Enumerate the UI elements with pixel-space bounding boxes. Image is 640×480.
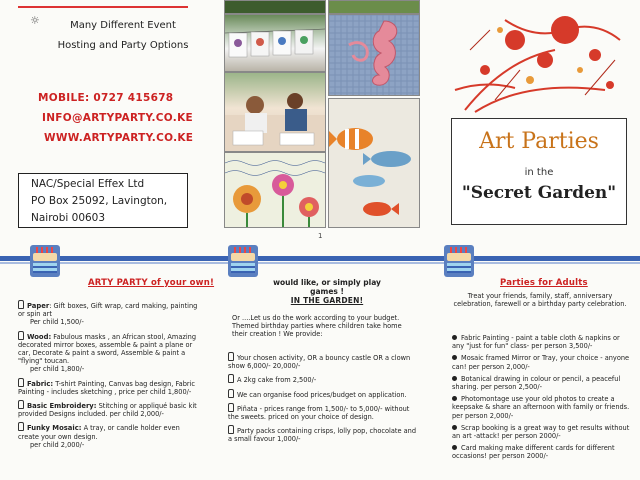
bullet-dot-icon [452, 376, 457, 381]
brush-icon [228, 374, 234, 383]
column2-pre-heading: would like, or simply play [273, 278, 381, 287]
list-item: Party packs containing crisps, lolly pop, chocolate and a small favour 1,000/- [228, 427, 417, 444]
address-box [18, 173, 188, 228]
list-item: Card making make different cards for different occasions! per person 2000/- [452, 444, 615, 461]
list-item: Botanical drawing in colour or pencil, a peaceful sharing. per person 2,500/- [452, 374, 621, 392]
sun-icon: ☼ [30, 14, 40, 27]
brush-icon [18, 422, 24, 431]
list-item: Fabric Painting - paint a table cloth & napkins or any "just for fun" class- per person 3,500/- [452, 334, 620, 351]
events-text [48, 16, 198, 56]
list-item: Piñata - prices range from 1,500/- to 5,000/- without the sweets. priced on your choice of design. [228, 404, 410, 422]
list-item: Wood: Fabulous masks , an African stool, Amazing decorated mirror boxes, assemble & paint a plane or car, Decorate & paint a sword, Assemble & paint a "flying" toucan. per child 1,800/- [18, 332, 197, 374]
column2-intro: Or ....Let us do the work according to your budget. Themed birthday parties where children take home their creation ! We provide: [232, 314, 402, 339]
address-line-1: NAC/Special Effex Ltd [31, 178, 145, 190]
grass-photo-top [328, 0, 420, 14]
column2-pre-heading-2: games ! [310, 287, 344, 296]
top-red-strip [18, 0, 188, 8]
flowers-illustration [225, 153, 325, 227]
brush-icon [18, 300, 24, 309]
column2-list [228, 352, 420, 444]
title-art-parties: Art Parties [479, 129, 599, 154]
bullet-dot-icon [452, 445, 457, 450]
events-line-1: Many Different Event [70, 20, 176, 31]
bullet-dot-icon [452, 396, 457, 401]
tshirts-photo [224, 14, 326, 72]
column1-heading: ARTY PARTY of your own! [88, 278, 215, 288]
column2-heading: IN THE GARDEN! [290, 296, 364, 305]
kids-painting-photo [224, 72, 326, 152]
fish-painting-photo [328, 98, 420, 228]
list-item: Mosaic framed Mirror or Tray, your choice - anyone can! per person 2,000/- [452, 354, 630, 371]
title-in-the: in the [524, 167, 554, 178]
brush-icon [18, 331, 24, 340]
list-item: Scrap booking is a great way to get results without an art -attack! per person 2000/- [452, 423, 630, 441]
column3-intro: Treat your friends, family, staff, anniversary celebration, farewell or a birthday party celebration. [453, 292, 627, 309]
tshirts-illustration [225, 15, 325, 71]
list-item: Basic Embroidery: Stitching or appliqué basic kit provided Designs included. per child 2,000/- [18, 402, 197, 419]
bullet-dot-icon [452, 335, 457, 340]
list-item: We can organise food prices/budget on application. [228, 389, 420, 399]
list-item: Photomontage use your old photos to create a keepsake & share an afternoon with family or friends. per person 2,000/- [452, 395, 630, 420]
list-item: Your chosen activity, OR a bouncy castle OR a clown show 6,000/- 20,000/- [228, 354, 411, 371]
column2-heading-block [262, 278, 392, 305]
cake-icon [30, 245, 60, 277]
list-item: Funky Mosaic: A tray, or candle holder even create your own design. per child 2,000/- [18, 424, 180, 449]
list-item: Fabric: T-shirt Painting, Canvas bag design, Fabric Painting - includes sketching , price per child 1,800/- [18, 379, 196, 396]
brush-icon [228, 425, 234, 434]
address-line-2: PO Box 25092, Lavington, [31, 195, 168, 207]
brush-icon [228, 389, 234, 398]
paint-splash-art [445, 0, 635, 118]
bullet-dot-icon [452, 425, 457, 430]
brush-icon [228, 403, 234, 412]
events-line-2: Hosting and Party Options [57, 40, 189, 51]
email-address[interactable]: INFO@ARTYPARTY.CO.KE [42, 112, 193, 124]
column3-heading: Parties for Adults [500, 278, 588, 288]
address-line-3: Nairobi 00603 [31, 212, 106, 224]
mobile-number: MOBILE: 0727 415678 [38, 92, 174, 104]
title-box [451, 118, 627, 225]
fish-illustration [329, 99, 419, 227]
list-item: Paper: Gift boxes, Gift wrap, card making, painting or spin art Per child 1,500/- [18, 302, 198, 327]
kids-illustration [225, 73, 325, 151]
brush-icon [228, 352, 234, 361]
seahorse-illustration [329, 15, 419, 95]
light-blue-divider [0, 262, 640, 264]
cake-icon [444, 245, 474, 277]
flowers-drawing-photo [224, 152, 326, 228]
page-number: 1 [318, 232, 323, 240]
bullet-dot-icon [452, 355, 457, 360]
blue-divider-band [0, 256, 640, 261]
garden-photo-top [224, 0, 326, 14]
seahorse-mosaic-photo [328, 14, 420, 96]
column1-list [18, 300, 198, 449]
brush-icon [18, 400, 24, 409]
title-secret-garden: "Secret Garden" [461, 183, 617, 203]
brush-icon [18, 378, 24, 387]
cake-icon [228, 245, 258, 277]
website-link[interactable]: WWW.ARTYPARTY.CO.KE [44, 132, 194, 144]
list-item: A 2kg cake from 2,500/- [228, 374, 420, 384]
column3-list [452, 334, 632, 461]
